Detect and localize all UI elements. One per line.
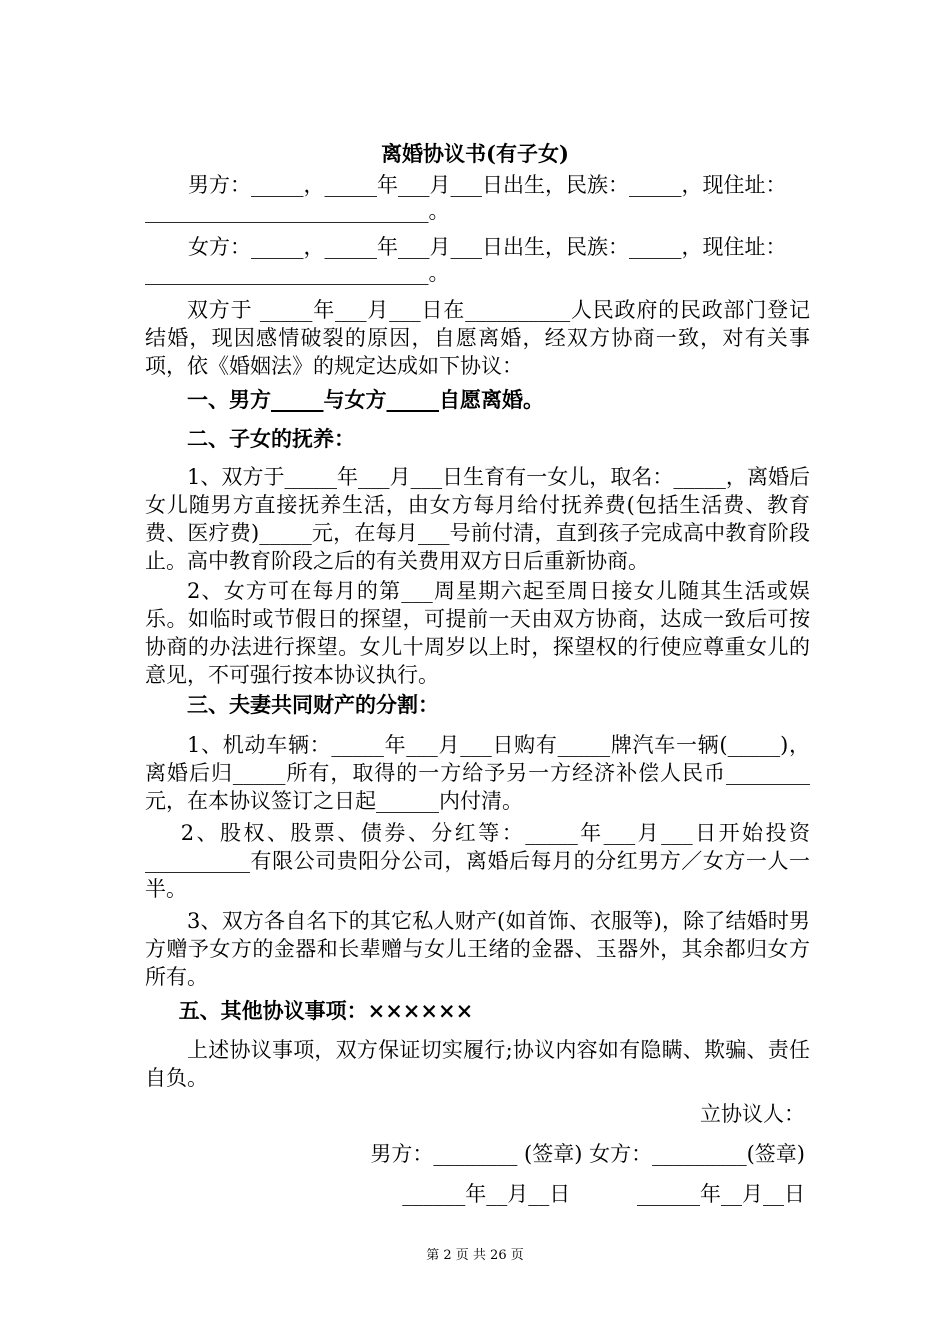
- section-3-heading: 三、夫妻共同财产的分割：: [187, 692, 439, 717]
- section-1-heading: 一、男方_____与女方_____自愿离婚。: [187, 387, 544, 412]
- section-2-item-1: 1、双方于_____年___月___日生育有一女儿，取名：_____，离婚后女儿随男方直接抚养生活，由女方每月给付抚养费(包括生活费、教育费、医疗费)_____元，在每月___号前付清，直到孩子完成高中教育阶段止。高中教育阶段之后的有关费用双方日后重新协商。: [145, 465, 810, 573]
- woman-info-line-1: 女方：_____，_____年___月___日出生，民族：_____，现住址：: [188, 235, 787, 259]
- section-3-item-2: 2、股权、股票、债券、分红等：_____年___月___日开始投资__________有限公司贵阳分公司，离婚后每月的分红男方／女方一人一半。: [145, 821, 810, 901]
- section-3-item-3: 3、双方各自名下的其它私人财产(如首饰、衣服等)，除了结婚时男方赠予女方的金器和长辈赠与女儿王绪的金器、玉器外，其余都归女方所有。: [145, 909, 810, 989]
- man-info-line-1: 男方：_____，_____年___月___日出生，民族：_____，现住址：: [188, 173, 787, 197]
- woman-info-line-2: ___________________________。: [145, 261, 450, 285]
- section-2-item-2: 2、女方可在每月的第___周星期六起至周日接女儿随其生活或娱乐。如临时或节假日的探望，可提前一天由双方协商，达成一致后可按协商的办法进行探望。女儿十周岁以上时，探望权的行使应尊重女儿的意见，不可强行按本协议执行。: [145, 579, 810, 687]
- document-title: 离婚协议书(有子女): [381, 141, 569, 166]
- closing-paragraph: 上述协议事项，双方保证切实履行;协议内容如有隐瞒、欺骗、责任自负。: [145, 1038, 810, 1090]
- section-2-heading: 二、子女的抚养：: [187, 426, 355, 451]
- signatory-label: 立协议人：: [700, 1102, 805, 1126]
- section-3-item-1: 1、机动车辆：_____年___月___日购有_____牌汽车一辆(_____)，离婚后归_____所有，取得的一方给予另一方经济补偿人民币________元，在本协议签订之日起______内付清。: [145, 733, 810, 813]
- page-number-footer: 第 2 页 共 26 页: [426, 1248, 524, 1263]
- signature-line: 男方：________ (签章) 女方：_________(签章): [370, 1142, 805, 1166]
- preamble-paragraph: 双方于 _____年___月___日在__________人民政府的民政部门登记结婚，现因感情破裂的原因，自愿离婚，经双方协商一致，对有关事项，依《婚姻法》的规定达成如下协议：: [145, 298, 810, 378]
- section-5-heading: 五、其他协议事项：××××××: [178, 998, 474, 1023]
- man-info-line-2: ___________________________。: [145, 199, 450, 223]
- date-line: ______年__月__日 ______年__月__日: [402, 1182, 805, 1206]
